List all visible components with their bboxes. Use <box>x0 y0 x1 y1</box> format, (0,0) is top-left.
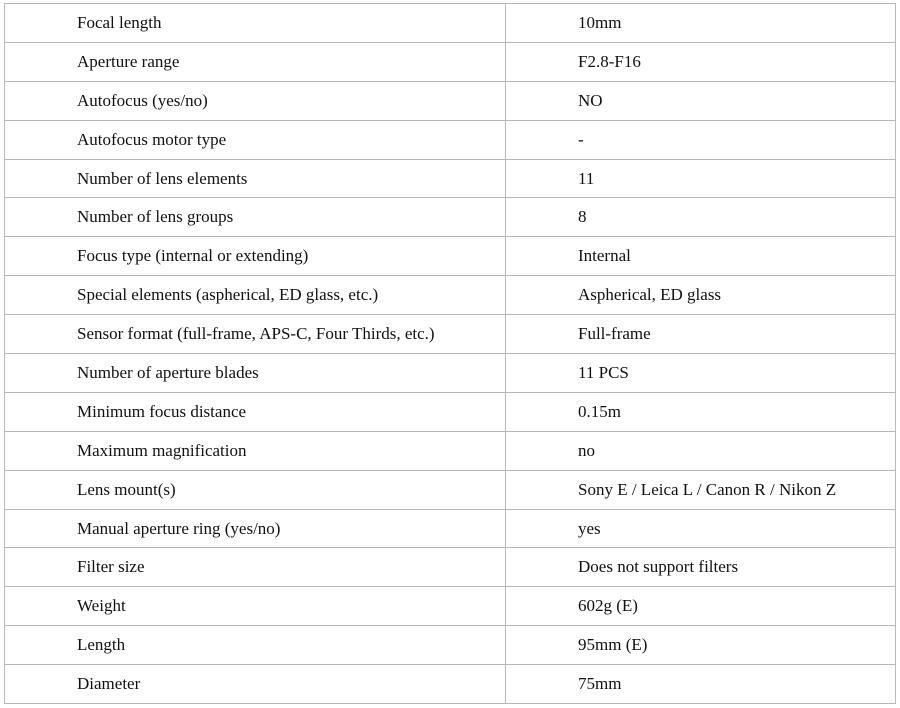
spec-label: Length <box>77 635 126 655</box>
spec-value-cell <box>506 548 896 587</box>
spec-label: Special elements (aspherical, ED glass, etc.) <box>77 285 379 305</box>
table-row <box>5 42 896 81</box>
spec-label: Autofocus (yes/no) <box>77 90 208 110</box>
spec-value: 8 <box>578 207 587 227</box>
spec-value: Aspherical, ED glass <box>578 285 722 305</box>
spec-value: Full-frame <box>578 324 651 344</box>
table-row <box>5 81 896 120</box>
spec-label-cell <box>5 237 506 276</box>
spec-label: Weight <box>77 596 126 616</box>
spec-label: Filter size <box>77 557 145 577</box>
spec-value: no <box>578 440 595 460</box>
spec-label: Maximum magnification <box>77 440 247 460</box>
lens-spec-table <box>4 3 896 704</box>
spec-label-cell <box>5 42 506 81</box>
spec-value-cell <box>506 470 896 509</box>
spec-label-cell <box>5 626 506 665</box>
spec-label: Focal length <box>77 13 162 32</box>
table-row <box>5 509 896 548</box>
spec-label: Sensor format (full-frame, APS-C, Four Thirds, etc.) <box>77 324 435 344</box>
spec-value-cell <box>506 315 896 354</box>
spec-label-cell <box>5 431 506 470</box>
spec-value: yes <box>578 518 601 538</box>
table-row <box>5 120 896 159</box>
spec-label: Autofocus motor type <box>77 129 227 149</box>
spec-value-cell <box>506 392 896 431</box>
spec-label-cell <box>5 548 506 587</box>
spec-value-cell <box>506 665 896 704</box>
spec-label-cell <box>5 4 506 43</box>
table-row <box>5 548 896 587</box>
spec-value-cell <box>506 431 896 470</box>
spec-value: 95mm (E) <box>578 635 648 655</box>
spec-value: NO <box>578 90 603 110</box>
table-row <box>5 4 896 43</box>
spec-value-cell <box>506 354 896 393</box>
spec-value-cell <box>506 626 896 665</box>
spec-value-cell <box>506 120 896 159</box>
table-row <box>5 315 896 354</box>
spec-label-cell <box>5 276 506 315</box>
spec-label-cell <box>5 315 506 354</box>
spec-table-body <box>5 4 896 704</box>
spec-value-cell <box>506 81 896 120</box>
spec-label: Number of lens groups <box>77 207 234 227</box>
table-row <box>5 237 896 276</box>
spec-label-cell <box>5 81 506 120</box>
spec-value: 75mm <box>578 674 622 694</box>
spec-value-cell <box>506 159 896 198</box>
spec-value-cell <box>506 509 896 548</box>
table-row <box>5 626 896 665</box>
table-row <box>5 665 896 704</box>
table-row <box>5 470 896 509</box>
spec-label: Manual aperture ring (yes/no) <box>77 518 281 538</box>
spec-value: - <box>578 129 584 149</box>
spec-label: Number of aperture blades <box>77 363 259 383</box>
table-row <box>5 431 896 470</box>
spec-label: Focus type (internal or extending) <box>77 246 309 266</box>
spec-value-cell <box>506 198 896 237</box>
table-row <box>5 392 896 431</box>
spec-value-cell <box>506 276 896 315</box>
spec-value-cell <box>506 587 896 626</box>
spec-value: 602g (E) <box>578 596 638 616</box>
spec-label-cell <box>5 665 506 704</box>
spec-label: Minimum focus distance <box>77 401 247 421</box>
spec-value-cell <box>506 4 896 43</box>
spec-value: 11 PCS <box>578 363 629 383</box>
spec-value-cell <box>506 237 896 276</box>
spec-value: F2.8-F16 <box>578 51 641 71</box>
table-row <box>5 587 896 626</box>
spec-label-cell <box>5 470 506 509</box>
spec-label: Lens mount(s) <box>77 479 176 499</box>
spec-label-cell <box>5 120 506 159</box>
spec-value: Does not support filters <box>578 557 739 577</box>
spec-label-cell <box>5 159 506 198</box>
spec-label-cell <box>5 587 506 626</box>
spec-value: 0.15m <box>578 401 621 421</box>
table-row <box>5 276 896 315</box>
spec-value: 10mm <box>578 13 622 32</box>
spec-label-cell <box>5 392 506 431</box>
spec-label-cell <box>5 509 506 548</box>
spec-label-cell <box>5 198 506 237</box>
spec-value: Internal <box>578 246 631 266</box>
table-row <box>5 159 896 198</box>
table-row <box>5 198 896 237</box>
spec-label-cell <box>5 354 506 393</box>
spec-label: Aperture range <box>77 51 180 71</box>
spec-value: Sony E / Leica L / Canon R / Nikon Z <box>578 479 837 499</box>
spec-label: Number of lens elements <box>77 168 248 188</box>
spec-label: Diameter <box>77 674 141 694</box>
table-row <box>5 354 896 393</box>
spec-value-cell <box>506 42 896 81</box>
spec-value: 11 <box>578 168 595 188</box>
